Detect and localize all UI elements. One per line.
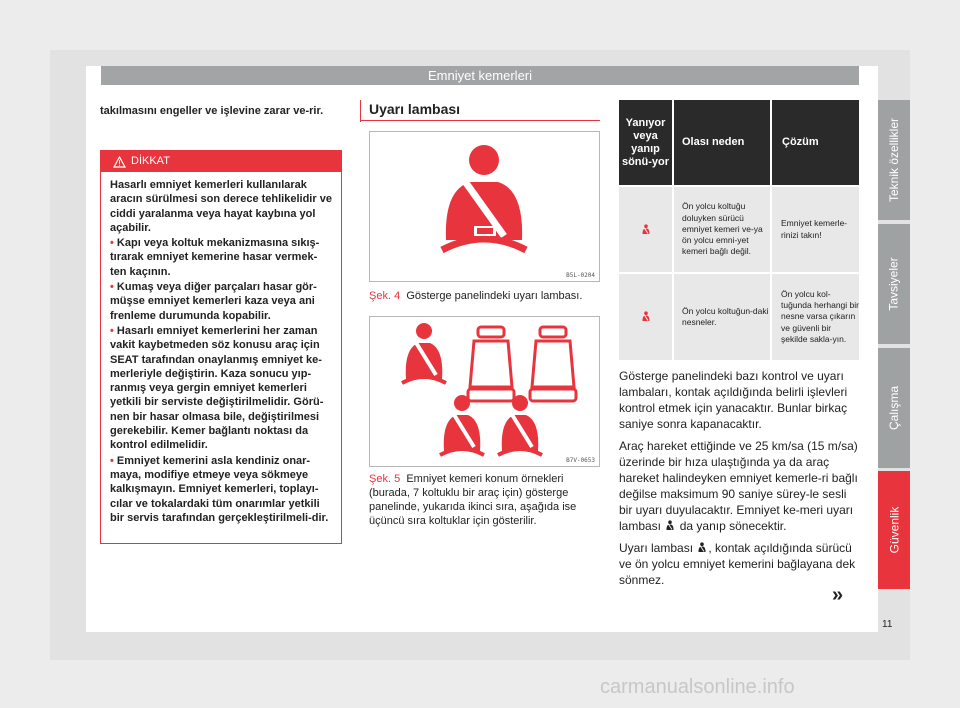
tab-guvenlik[interactable]: Güvenlik (878, 471, 910, 589)
warning-item: • Hasarlı emniyet kemerlerini her zaman vakit kaybetmeden söz konusu araç için SEAT tarafından onaylanmış emniyet ke-merleriyle değiştirin. Kaza sonucu yıp-ranmış veya gergin emniyet kemerleri yetkili bir serviste değiştirilmelidir. Görü-nen bir hasar olmasa bile, değiştirilmesi gerekebilir. Kemer bağlantı noktası da kontrol edilmelidir. (110, 324, 324, 452)
seatbelt-warning-icon (370, 132, 599, 281)
table-cell: Emniyet kemerle-rinizi takın! (781, 218, 848, 240)
warning-header (101, 151, 341, 172)
table-cell (619, 274, 672, 360)
tab-tavsiyeler[interactable]: Tavsiyeler (878, 224, 910, 344)
continue-arrow-icon: » (832, 584, 844, 606)
watermark: carmanualsonline.info (600, 676, 795, 698)
seatbelt-person-icon (402, 323, 446, 383)
section-divider (360, 120, 600, 121)
body-text (619, 368, 861, 594)
seatbelt-person-icon (440, 395, 484, 455)
section-title: Uyarı lambası (360, 100, 600, 122)
figure-caption: Şek. 4 Gösterge panelindeki uyarı lambası. (369, 290, 583, 302)
figure-code: B5L-0204 (566, 272, 595, 279)
paragraph: Araç hareket ettiğinde ve 25 km/sa (15 m/sa) üzerinde bir hıza ulaştığında ya da araç hareket halindeyken emniyet kemerle-ri bağlı değilse maksimum 90 saniye sürey-le sesli bir uyarı duyulacaktır. Emniyet ke-meri uyarı lambası da yanıp sönecektir. (619, 439, 858, 533)
warning-table (619, 100, 859, 360)
column-left (100, 104, 342, 119)
bullet-icon: • (110, 237, 114, 250)
warning-body (101, 172, 341, 525)
bullet-icon: • (110, 454, 114, 467)
seatbelt-icon (664, 520, 676, 532)
figure-seat-positions (369, 316, 600, 467)
figure-label: Şek. 4 (369, 290, 401, 302)
bullet-icon: • (110, 281, 114, 294)
warning-triangle-icon (113, 156, 126, 168)
table-header-cell: Olası neden (682, 136, 745, 148)
seatbelt-icon (696, 542, 708, 554)
warning-title: DİKKAT (131, 155, 170, 167)
table-cell: Ön yolcu koltuğu doluyken sürücü emniyet kemeri ve-ya ön yolcu emni-yet kemeri bağlı değil. (682, 201, 763, 257)
seat-icon (468, 327, 514, 401)
paragraph: Gösterge panelindeki bazı kontrol ve uyarı lambaları, kontak açıldığında belirli işlevleri kontrol etmek için yanacaktır. Bunlar birkaç saniye sonra kapanacaktır. (619, 369, 848, 431)
seatbelt-icon (640, 224, 652, 236)
seatbelt-person-icon (498, 395, 542, 455)
figure-warning-lamp (369, 131, 600, 282)
table-divider (672, 100, 674, 360)
warning-item: • Kumaş veya diğer parçaları hasar gör-müşse emniyet kemerleri kaza veya ani frenleme durumunda kopabilir. (110, 281, 317, 322)
table-row (619, 274, 859, 360)
warning-intro: Hasarlı emniyet kemerleri kullanılarak aracın sürülmesi son derece tehlikelidir ve ciddi yaralanma veya hayat kaybına yol açabilir. (110, 179, 332, 234)
warning-box (100, 150, 342, 544)
tab-calisma[interactable]: Çalışma (878, 348, 910, 468)
table-cell: Ön yolcu kol-tuğunda herhangi bir nesne varsa çıkarın ve güvenli bir şekilde sakla-yın. (781, 288, 859, 344)
page-header: Emniyet kemerleri (101, 66, 859, 85)
warning-item: • Emniyet kemerini asla kendiniz onar-maya, modifiye etmeye veya sökmeye kalkışmayın. Emniyet kemerleri, toplayı-cılar ve tokalardaki tüm onarımlar yetkili bir servis tarafından gerçekleştirilmeli-dir. (110, 454, 329, 524)
table-divider (770, 100, 772, 360)
seatbelt-icon (640, 311, 652, 323)
paragraph: Uyarı lambası , kontak açıldığında sürücü ve ön yolcu emniyet kemerini bağlayana dek sönmez. (619, 541, 856, 587)
table-header-cell: Çözüm (782, 136, 819, 148)
column-middle (360, 100, 600, 122)
figure-code: B7V-0653 (566, 457, 595, 464)
seat-position-icons (370, 317, 599, 466)
table-cell (619, 187, 672, 272)
table-row (619, 187, 859, 272)
bullet-icon: • (110, 324, 114, 337)
seat-icon (530, 327, 576, 401)
warning-item: • Kapı veya koltuk mekanizmasına sıkış-tırarak emniyet kemerine hasar vermek-ten kaçının. (110, 237, 320, 278)
table-cell: Ön yolcu koltuğun-daki nesneler. (682, 305, 769, 327)
lead-text: takılmasını engeller ve işlevine zarar ve-rir. (100, 105, 324, 117)
tab-teknik-ozellikler[interactable]: Teknik özellikler (878, 100, 910, 220)
table-header (619, 100, 859, 185)
figure-label: Şek. 5 (369, 473, 401, 485)
figure-caption: Şek. 5 Emniyet kemeri konum örnekleri (burada, 7 koltuklu bir araç için) gösterge panelinde, yukarıda ikinci sıra, aşağıda ise üçüncü sıra koltuklar için gösterilir. (369, 473, 577, 527)
page-number: 11 (882, 619, 893, 630)
table-header-cell: Yanıyor veya yanıp sönü-yor (621, 116, 670, 168)
